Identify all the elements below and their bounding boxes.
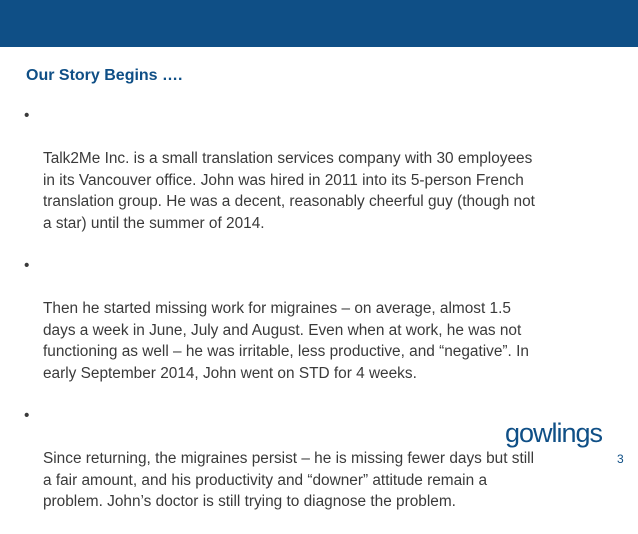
bullet-text: Talk2Me Inc. is a small translation services company with 30 employees in its Vancouver office. John was hired in 2011 into its 5-person French translation group. He was a decent, reasonably cheerful guy (though not a star) until the summer of 2014. (43, 150, 535, 232)
bullet-text: Then he started missing work for migraines – on average, almost 1.5 days a week in June, July and August. Even when at work, he was not functioning as well – he was irritable, less productive, and “negative”. In early September 2014, John went on STD for 4 weeks. (43, 300, 529, 382)
list-item (24, 255, 624, 384)
slide-title: Our Story Begins …. (26, 67, 183, 84)
list-item (24, 105, 624, 234)
bullet-text: Since returning, the migraines persist – he is missing fewer days but still a fair amount, and his productivity and “downer” attitude remain a problem. John’s doctor is still trying to diagnose the problem. (43, 450, 535, 510)
header-band (0, 0, 638, 47)
page-number: 3 (617, 452, 624, 466)
bullet-icon: • (24, 257, 30, 274)
bullet-icon: • (24, 107, 30, 124)
company-logo: gowlings (505, 418, 603, 448)
bullet-icon: • (24, 407, 30, 424)
bullet-list (24, 105, 624, 534)
